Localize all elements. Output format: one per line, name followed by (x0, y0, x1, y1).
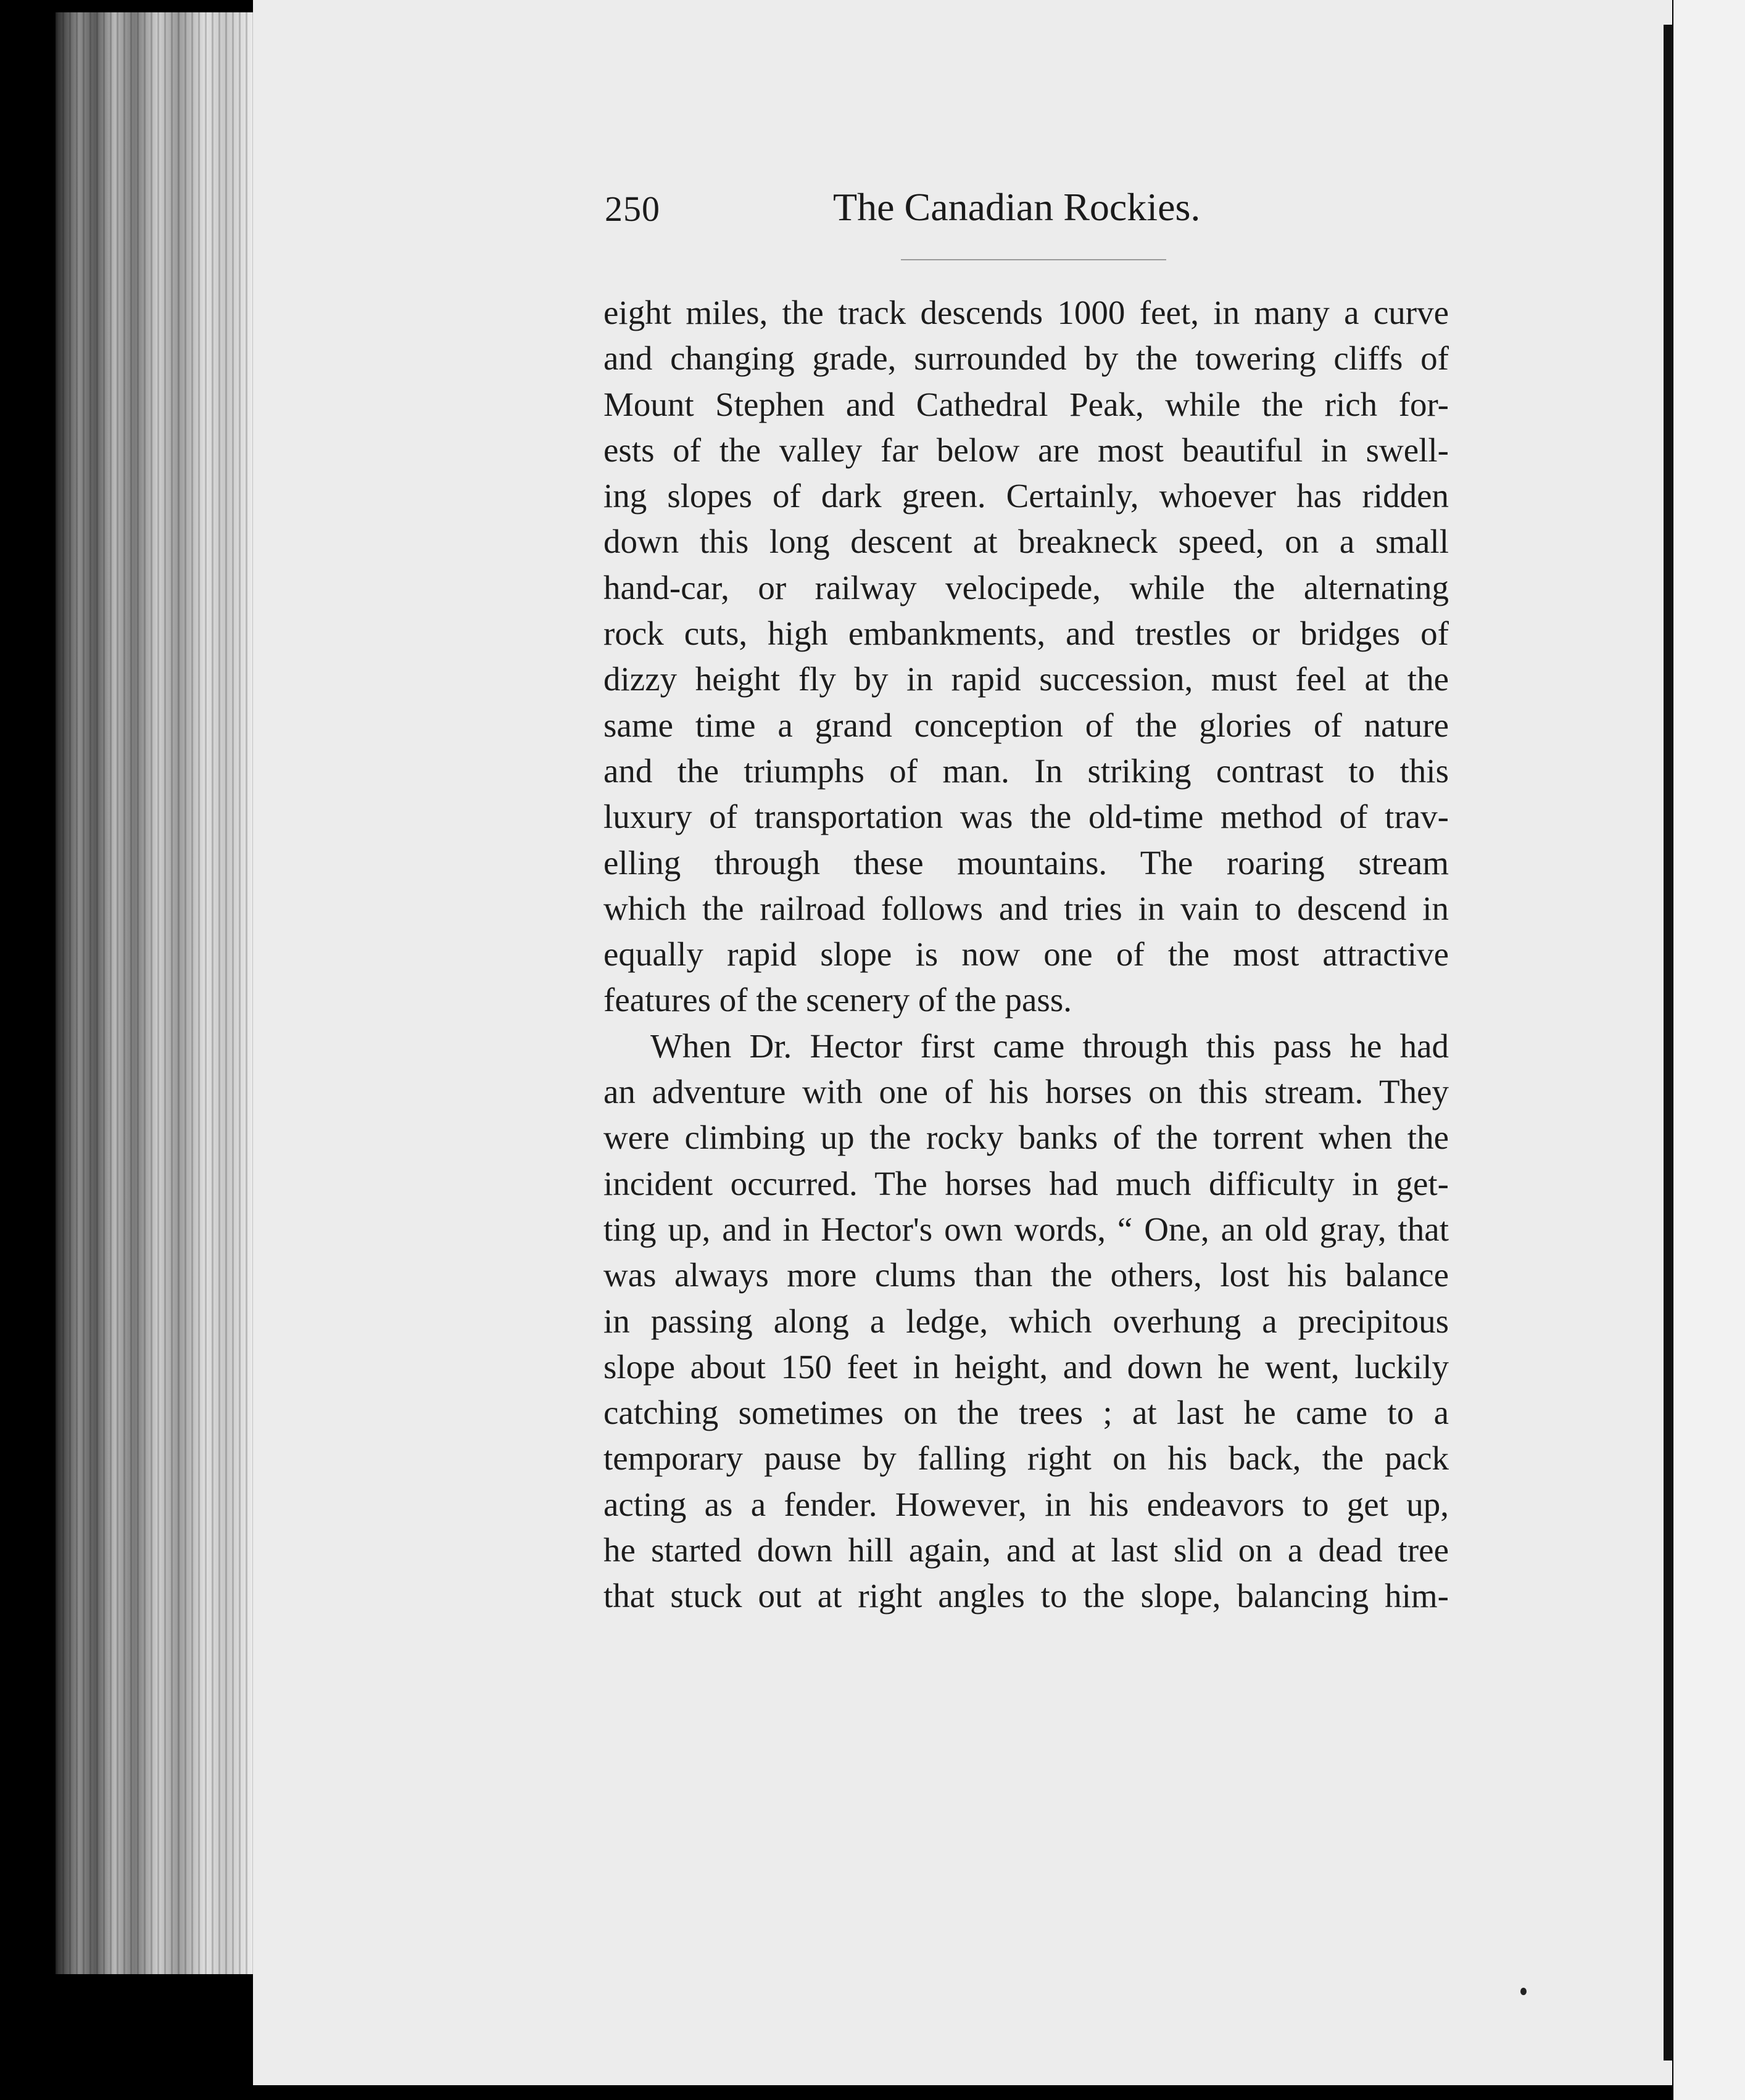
text-line: incident occurred. The horses had much difficulty in get- (603, 1164, 1449, 1202)
text-line: and changing grade, surrounded by the towering cliffs of (603, 339, 1449, 378)
text-line: ests of the valley far below are most beautiful in swell- (603, 431, 1449, 469)
body-text (603, 290, 1449, 1619)
text-line: catching sometimes on the trees ; at last he came to a (603, 1394, 1449, 1432)
text-line: features of the scenery of the pass. (603, 981, 1072, 1019)
paragraph-1 (603, 290, 1449, 1023)
text-line: ting up, and in Hector's own words, “ One, an old gray, that (603, 1210, 1449, 1248)
text-line: ing slopes of dark green. Certainly, whoever has ridden (603, 477, 1449, 515)
text-line: luxury of transportation was the old-time method of trav- (603, 798, 1449, 836)
text-line: rock cuts, high embankments, and trestles or bridges of (603, 614, 1449, 653)
paragraph-2 (603, 1023, 1449, 1619)
ink-speck (1520, 1988, 1527, 1995)
text-line: an adventure with one of his horses on this stream. They (603, 1073, 1449, 1111)
text-line: equally rapid slope is now one of the most attractive (603, 935, 1449, 974)
text-line: slope about 150 feet in height, and down he went, luckily (603, 1347, 1449, 1386)
head-rule (901, 259, 1166, 260)
book-page-edges (56, 12, 253, 1974)
text-line: hand-car, or railway velocipede, while the alternating (603, 568, 1449, 606)
page-gutter-shadow (1664, 25, 1672, 2061)
text-line: Mount Stephen and Cathedral Peak, while the rich for- (603, 385, 1449, 423)
text-line: which the railroad follows and tries in vain to descend in (603, 889, 1449, 927)
running-head (605, 185, 1222, 244)
text-line: he started down hill again, and at last slid on a dead tree (603, 1531, 1449, 1569)
text-line: elling through these mountains. The roaring stream (603, 843, 1449, 882)
page-number: 250 (605, 189, 660, 229)
text-line: When Dr. Hector first came through this pass he had (650, 1027, 1449, 1065)
text-line: down this long descent at breakneck speed, on a small (603, 523, 1449, 561)
text-line: and the triumphs of man. In striking contrast to this (603, 751, 1449, 790)
running-head-title: The Canadian Rockies. (833, 185, 1201, 229)
text-line: in passing along a ledge, which overhung a precipitous (603, 1302, 1449, 1340)
text-line: were climbing up the rocky banks of the torrent when the (603, 1118, 1449, 1157)
text-line: temporary pause by falling right on his back, the pack (603, 1439, 1449, 1478)
text-line: same time a grand conception of the glories of nature (603, 706, 1449, 744)
facing-page-sliver (1673, 0, 1745, 2100)
text-line: that stuck out at right angles to the slope, balancing him- (603, 1577, 1449, 1615)
text-line: eight miles, the track descends 1000 feet, in many a curve (603, 294, 1449, 331)
text-line: dizzy height fly by in rapid succession, must feel at the (603, 660, 1449, 698)
text-line: acting as a fender. However, in his endeavors to get up, (603, 1485, 1449, 1523)
text-line: was always more clums than the others, lost his balance (603, 1256, 1449, 1294)
